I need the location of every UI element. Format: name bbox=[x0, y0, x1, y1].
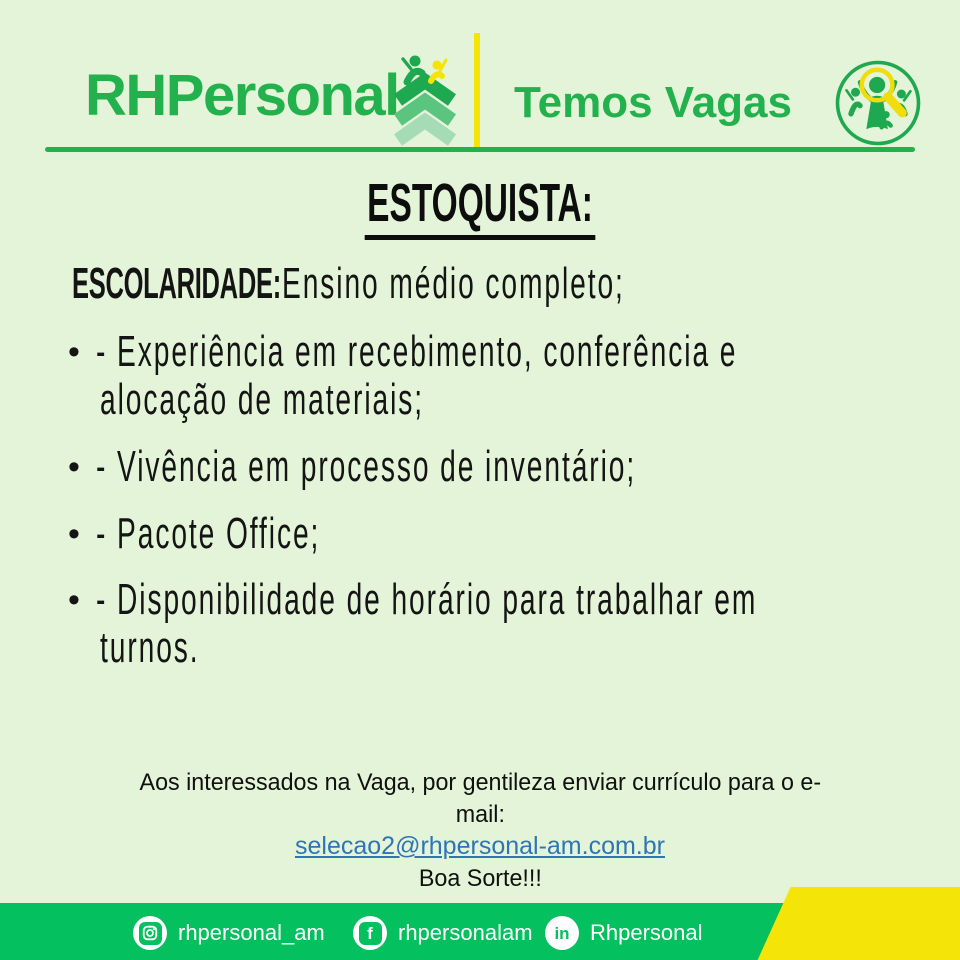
linkedin-icon bbox=[545, 916, 579, 950]
bullet-dot: • bbox=[68, 333, 80, 371]
footer-email-line bbox=[0, 831, 960, 862]
social-instagram[interactable] bbox=[133, 916, 325, 950]
footer-text-line bbox=[0, 800, 960, 830]
facebook-icon bbox=[353, 916, 387, 950]
bullet-line: - Experiência em recebimento, conferência e bbox=[96, 327, 738, 376]
bullet-line: - Disponibilidade de horário para trabalhar em bbox=[96, 575, 758, 624]
linkedin-glyph: in bbox=[554, 923, 570, 943]
header-divider bbox=[474, 33, 480, 148]
footer-text: Boa Sorte!!! bbox=[418, 865, 542, 892]
social-handle: rhpersonal_am bbox=[178, 920, 325, 945]
social-linkedin[interactable] bbox=[545, 916, 703, 950]
brand-wordmark: RHPersonal bbox=[85, 63, 399, 128]
header-rule bbox=[45, 147, 915, 152]
bullet-line: - Vivência em processo de inventário; bbox=[96, 442, 637, 491]
footer-text: mail: bbox=[455, 801, 505, 828]
social-handle: Rhpersonal bbox=[590, 920, 703, 945]
job-title: ESTOQUISTA: bbox=[365, 176, 596, 240]
bullet-dot: • bbox=[68, 581, 80, 619]
facebook-glyph: f bbox=[367, 923, 373, 943]
social-facebook[interactable] bbox=[353, 916, 533, 950]
bullet-dot: • bbox=[68, 515, 80, 553]
email-link[interactable]: selecao2@rhpersonal-am.com.br bbox=[295, 832, 665, 860]
tagline-text: Temos Vagas bbox=[514, 78, 792, 127]
bullet-line: - Pacote Office; bbox=[96, 509, 321, 558]
education-label: ESCOLARIDADE: bbox=[72, 259, 281, 308]
company-seal-icon bbox=[833, 58, 923, 148]
job-title-wrap bbox=[0, 173, 960, 240]
social-handle: rhpersonalam bbox=[398, 920, 533, 945]
brand-chevrons-icon bbox=[388, 52, 462, 146]
bullet-dot: • bbox=[68, 448, 80, 486]
instagram-icon bbox=[133, 916, 167, 950]
education-value: Ensino médio completo; bbox=[282, 259, 625, 308]
footer-text-line bbox=[0, 768, 960, 798]
footer-text: Aos interessados na Vaga, por gentileza enviar currículo para o e- bbox=[139, 769, 821, 796]
bullet-line: turnos. bbox=[100, 623, 200, 672]
bullet-line: alocação de materiais; bbox=[100, 375, 424, 424]
